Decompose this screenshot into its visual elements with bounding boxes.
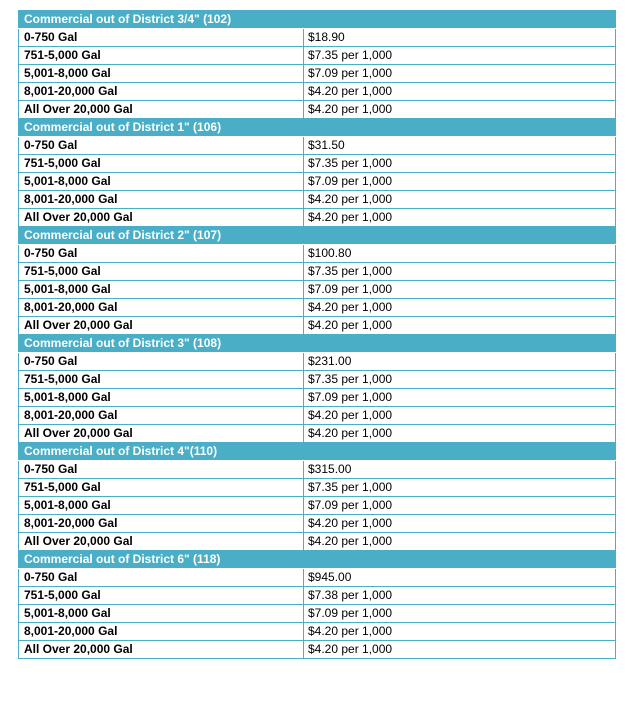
rate-charge-cell: $7.35 per 1,000	[304, 263, 616, 281]
table-row	[19, 65, 616, 83]
table-row	[19, 497, 616, 515]
table-row	[19, 101, 616, 119]
rate-charge-cell: $7.35 per 1,000	[304, 371, 616, 389]
table-row	[19, 245, 616, 263]
usage-tier-cell: 0-750 Gal	[19, 461, 304, 479]
table-row	[19, 587, 616, 605]
usage-tier-cell: 751-5,000 Gal	[19, 263, 304, 281]
table-row	[19, 479, 616, 497]
table-row	[19, 47, 616, 65]
section-title: Commercial out of District 3" (108)	[19, 335, 616, 353]
usage-tier-cell: All Over 20,000 Gal	[19, 425, 304, 443]
table-row	[19, 137, 616, 155]
rate-charge-cell: $7.38 per 1,000	[304, 587, 616, 605]
rate-charge-cell: $4.20 per 1,000	[304, 83, 616, 101]
usage-tier-cell: All Over 20,000 Gal	[19, 209, 304, 227]
section-header-row	[19, 227, 616, 245]
usage-tier-cell: All Over 20,000 Gal	[19, 641, 304, 659]
rate-charge-cell: $7.35 per 1,000	[304, 155, 616, 173]
table-row	[19, 623, 616, 641]
rate-table-body	[19, 11, 616, 659]
usage-tier-cell: 5,001-8,000 Gal	[19, 605, 304, 623]
table-row	[19, 83, 616, 101]
rate-charge-cell: $945.00	[304, 569, 616, 587]
rate-charge-cell: $4.20 per 1,000	[304, 191, 616, 209]
rate-charge-cell: $231.00	[304, 353, 616, 371]
table-row	[19, 641, 616, 659]
rate-charge-cell: $4.20 per 1,000	[304, 533, 616, 551]
table-row	[19, 173, 616, 191]
usage-tier-cell: 0-750 Gal	[19, 137, 304, 155]
section-header-row	[19, 443, 616, 461]
table-row	[19, 605, 616, 623]
table-row	[19, 461, 616, 479]
section-header-row	[19, 119, 616, 137]
usage-tier-cell: All Over 20,000 Gal	[19, 101, 304, 119]
usage-tier-cell: 0-750 Gal	[19, 245, 304, 263]
rate-charge-cell: $7.09 per 1,000	[304, 281, 616, 299]
section-title: Commercial out of District 4"(110)	[19, 443, 616, 461]
section-title: Commercial out of District 6" (118)	[19, 551, 616, 569]
rate-charge-cell: $4.20 per 1,000	[304, 209, 616, 227]
usage-tier-cell: 5,001-8,000 Gal	[19, 281, 304, 299]
usage-tier-cell: 8,001-20,000 Gal	[19, 191, 304, 209]
water-rate-table	[18, 10, 616, 659]
table-row	[19, 533, 616, 551]
usage-tier-cell: 8,001-20,000 Gal	[19, 407, 304, 425]
usage-tier-cell: 0-750 Gal	[19, 353, 304, 371]
rate-charge-cell: $4.20 per 1,000	[304, 101, 616, 119]
table-row	[19, 515, 616, 533]
rate-charge-cell: $4.20 per 1,000	[304, 299, 616, 317]
usage-tier-cell: 8,001-20,000 Gal	[19, 515, 304, 533]
usage-tier-cell: 751-5,000 Gal	[19, 479, 304, 497]
rate-charge-cell: $100.80	[304, 245, 616, 263]
table-row	[19, 389, 616, 407]
table-row	[19, 209, 616, 227]
rate-charge-cell: $7.09 per 1,000	[304, 173, 616, 191]
table-row	[19, 371, 616, 389]
rate-charge-cell: $4.20 per 1,000	[304, 623, 616, 641]
usage-tier-cell: 0-750 Gal	[19, 569, 304, 587]
usage-tier-cell: 751-5,000 Gal	[19, 155, 304, 173]
usage-tier-cell: 5,001-8,000 Gal	[19, 65, 304, 83]
rate-charge-cell: $315.00	[304, 461, 616, 479]
usage-tier-cell: 751-5,000 Gal	[19, 47, 304, 65]
usage-tier-cell: 8,001-20,000 Gal	[19, 83, 304, 101]
usage-tier-cell: 5,001-8,000 Gal	[19, 173, 304, 191]
usage-tier-cell: 8,001-20,000 Gal	[19, 299, 304, 317]
section-title: Commercial out of District 3/4" (102)	[19, 11, 616, 29]
section-header-row	[19, 551, 616, 569]
table-row	[19, 317, 616, 335]
usage-tier-cell: All Over 20,000 Gal	[19, 533, 304, 551]
rate-charge-cell: $31.50	[304, 137, 616, 155]
table-row	[19, 299, 616, 317]
table-row	[19, 353, 616, 371]
table-row	[19, 155, 616, 173]
rate-charge-cell: $4.20 per 1,000	[304, 515, 616, 533]
usage-tier-cell: 751-5,000 Gal	[19, 587, 304, 605]
table-row	[19, 191, 616, 209]
table-row	[19, 263, 616, 281]
rate-charge-cell: $7.09 per 1,000	[304, 389, 616, 407]
section-header-row	[19, 335, 616, 353]
usage-tier-cell: 0-750 Gal	[19, 29, 304, 47]
section-header-row	[19, 11, 616, 29]
rate-charge-cell: $4.20 per 1,000	[304, 641, 616, 659]
table-row	[19, 407, 616, 425]
usage-tier-cell: 8,001-20,000 Gal	[19, 623, 304, 641]
rate-charge-cell: $7.09 per 1,000	[304, 605, 616, 623]
rate-charge-cell: $7.35 per 1,000	[304, 479, 616, 497]
rate-charge-cell: $4.20 per 1,000	[304, 425, 616, 443]
usage-tier-cell: 5,001-8,000 Gal	[19, 389, 304, 407]
rate-charge-cell: $7.35 per 1,000	[304, 47, 616, 65]
rate-charge-cell: $7.09 per 1,000	[304, 65, 616, 83]
rate-charge-cell: $7.09 per 1,000	[304, 497, 616, 515]
rate-charge-cell: $4.20 per 1,000	[304, 317, 616, 335]
section-title: Commercial out of District 1" (106)	[19, 119, 616, 137]
table-row	[19, 281, 616, 299]
table-row	[19, 569, 616, 587]
usage-tier-cell: 5,001-8,000 Gal	[19, 497, 304, 515]
rate-charge-cell: $4.20 per 1,000	[304, 407, 616, 425]
section-title: Commercial out of District 2" (107)	[19, 227, 616, 245]
usage-tier-cell: All Over 20,000 Gal	[19, 317, 304, 335]
usage-tier-cell: 751-5,000 Gal	[19, 371, 304, 389]
rate-charge-cell: $18.90	[304, 29, 616, 47]
table-row	[19, 425, 616, 443]
table-row	[19, 29, 616, 47]
